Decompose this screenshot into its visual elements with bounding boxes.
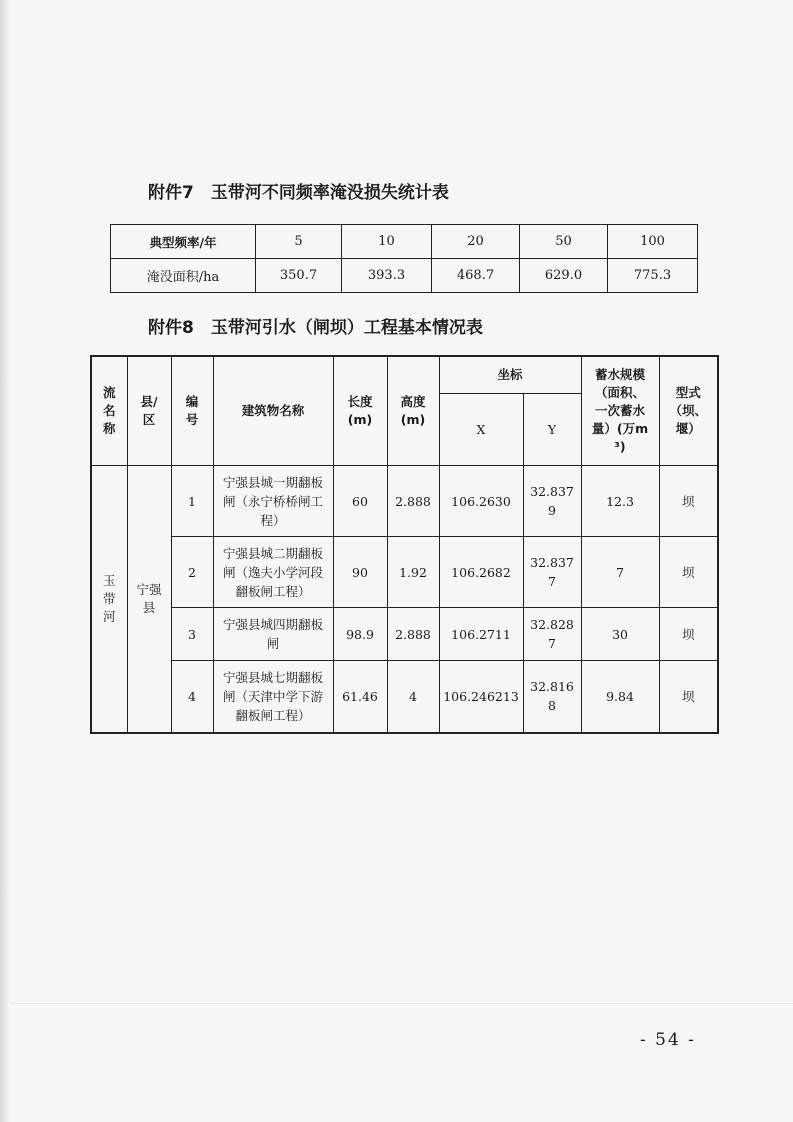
y-cell: 32.8377 — [523, 537, 581, 608]
x-cell: 106.2630 — [439, 466, 523, 537]
table-row — [91, 537, 718, 608]
appendix8-title: 附件8 玉带河引水（闸坝）工程基本情况表 — [148, 318, 483, 338]
length-cell: 90 — [333, 537, 387, 608]
area-header: 淹没面积/ha — [111, 259, 256, 293]
storage-cell: 30 — [581, 608, 659, 661]
length-cell: 61.46 — [333, 661, 387, 733]
area-cell: 350.7 — [256, 259, 342, 293]
table-row — [91, 608, 718, 661]
building-name-cell: 宁强县城一期翻板闸（永宁桥桥闸工程） — [213, 466, 333, 537]
y-cell: 32.8168 — [523, 661, 581, 733]
appendix7-title: 附件7 玉带河不同频率淹没损失统计表 — [148, 183, 449, 203]
y-cell: 32.8287 — [523, 608, 581, 661]
scan-artifact-line — [10, 1003, 793, 1004]
type-cell: 坝 — [659, 661, 718, 733]
height-cell: 1.92 — [387, 537, 439, 608]
type-cell: 坝 — [659, 608, 718, 661]
area-row — [111, 259, 698, 293]
area-cell: 393.3 — [342, 259, 432, 293]
length-header: 长度(m) — [333, 356, 387, 466]
table-header-row — [91, 356, 718, 394]
frequency-cell: 10 — [342, 225, 432, 259]
storage-cell: 7 — [581, 537, 659, 608]
area-cell: 775.3 — [608, 259, 698, 293]
length-cell: 98.9 — [333, 608, 387, 661]
number-header: 编号 — [171, 356, 213, 466]
frequency-header: 典型频率/年 — [111, 225, 256, 259]
storage-scale-header: 蓄水规模（面积、一次蓄水量）(万m³) — [581, 356, 659, 466]
appendix8-table — [90, 355, 719, 734]
height-header: 高度(m) — [387, 356, 439, 466]
page-number: - 54 - — [640, 1030, 696, 1050]
table-row — [91, 661, 718, 733]
number-cell: 3 — [171, 608, 213, 661]
scan-edge — [0, 0, 10, 1122]
building-name-cell: 宁强县城二期翻板闸（逸夫小学河段翻板闸工程） — [213, 537, 333, 608]
x-header: X — [439, 394, 523, 466]
x-cell: 106.2682 — [439, 537, 523, 608]
county-header: 县/区 — [127, 356, 171, 466]
frequency-cell: 50 — [520, 225, 608, 259]
y-cell: 32.8379 — [523, 466, 581, 537]
river-cell: 玉带河 — [91, 466, 127, 733]
storage-cell: 9.84 — [581, 661, 659, 733]
coordinates-header: 坐标 — [439, 356, 581, 394]
area-cell: 468.7 — [432, 259, 520, 293]
number-cell: 1 — [171, 466, 213, 537]
frequency-cell: 100 — [608, 225, 698, 259]
frequency-cell: 20 — [432, 225, 520, 259]
frequency-cell: 5 — [256, 225, 342, 259]
county-cell: 宁强县 — [127, 466, 171, 733]
river-name-header: 流名称 — [91, 356, 127, 466]
height-cell: 2.888 — [387, 466, 439, 537]
table-row — [91, 466, 718, 537]
area-cell: 629.0 — [520, 259, 608, 293]
appendix7-table — [110, 224, 698, 293]
height-cell: 4 — [387, 661, 439, 733]
building-name-cell: 宁强县城七期翻板闸（天津中学下游翻板闸工程） — [213, 661, 333, 733]
type-cell: 坝 — [659, 466, 718, 537]
number-cell: 4 — [171, 661, 213, 733]
height-cell: 2.888 — [387, 608, 439, 661]
frequency-row — [111, 225, 698, 259]
building-name-cell: 宁强县城四期翻板闸 — [213, 608, 333, 661]
type-header: 型式（坝、堰） — [659, 356, 718, 466]
type-cell: 坝 — [659, 537, 718, 608]
length-cell: 60 — [333, 466, 387, 537]
building-name-header: 建筑物名称 — [213, 356, 333, 466]
number-cell: 2 — [171, 537, 213, 608]
y-header: Y — [523, 394, 581, 466]
storage-cell: 12.3 — [581, 466, 659, 537]
x-cell: 106.246213 — [439, 661, 523, 733]
x-cell: 106.2711 — [439, 608, 523, 661]
